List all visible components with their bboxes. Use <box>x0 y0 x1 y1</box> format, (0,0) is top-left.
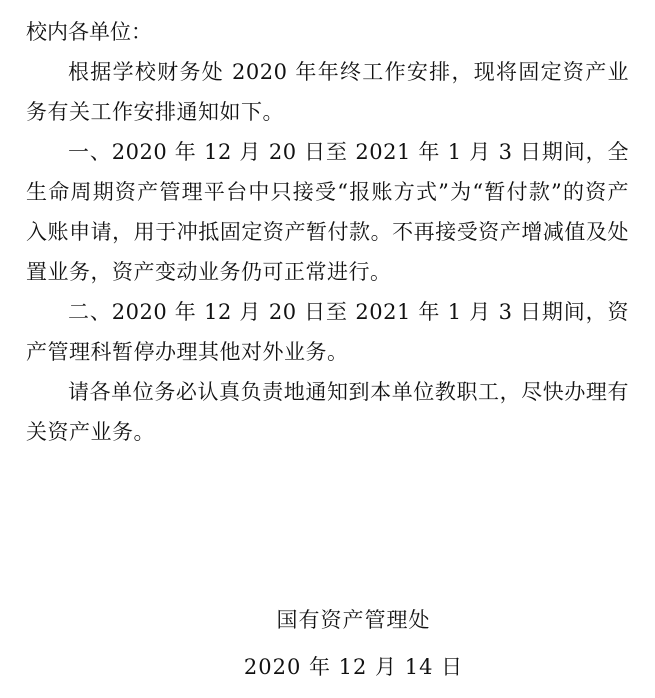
signature-date: 2020 年 12 月 14 日 <box>243 655 464 679</box>
paragraph-intro: 根据学校财务处 2020 年年终工作安排，现将固定资产业务有关工作安排通知如下。 <box>26 60 629 124</box>
paragraph-item-1: 一、2020 年 12 月 20 日至 2021 年 1 月 3 日期间，全生命周期资产管理平台中只接受“报账方式”为“暂付款”的资产入账申请，用于冲抵固定资产暂付款。不再接受资产增减值及处置业务，资产变动业务仍可正常进行。 <box>26 140 629 284</box>
paragraph-item-2: 二、2020 年 12 月 20 日至 2021 年 1 月 3 日期间，资产管理科暂停办理其他对外业务。 <box>26 300 629 364</box>
paragraph-closing: 请各单位务必认真负责地通知到本单位教职工，尽快办理有关资产业务。 <box>26 380 629 444</box>
salutation: 校内各单位： <box>26 20 152 44</box>
signature-office: 国有资产管理处 <box>276 608 431 632</box>
notice-body <box>26 12 629 452</box>
